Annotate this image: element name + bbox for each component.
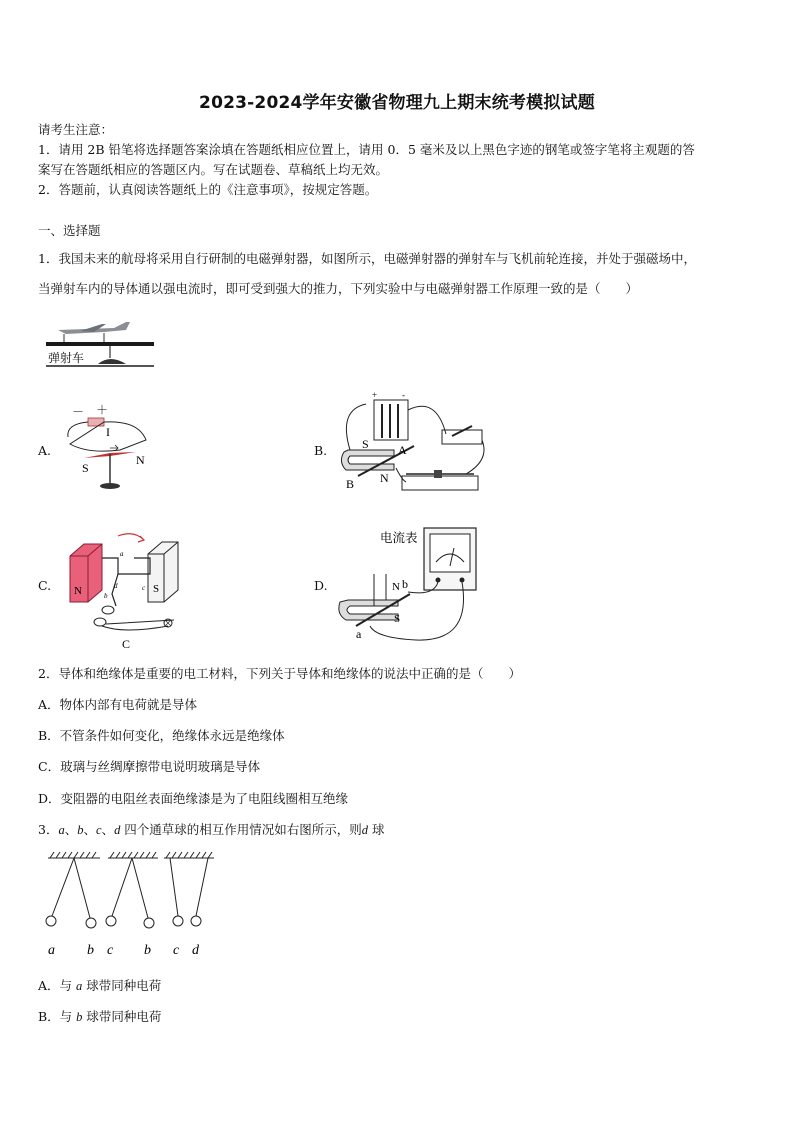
fig-c-c-label: C — [122, 637, 131, 651]
fig-c-b-label: b — [104, 592, 108, 600]
pith-ball-c — [106, 916, 116, 926]
fig-b-north-label: N — [380, 471, 389, 485]
q2-option-b: B．不管条件如何变化，绝缘体永远是绝缘体 — [38, 728, 285, 743]
pith-ball-c-2 — [173, 916, 183, 926]
fig-a-current-label: I — [106, 425, 110, 439]
q2-option-c: C．玻璃与丝绸摩擦带电说明玻璃是导体 — [38, 759, 261, 774]
q3-option-a — [38, 977, 161, 995]
induction-figure — [336, 522, 496, 648]
q2-option-d: D．变阻器的电阻丝表面绝缘漆是为了电阻线圈相互绝缘 — [38, 791, 349, 806]
motor-principle-figure — [336, 390, 496, 502]
fig-d-north-label: N — [392, 581, 400, 593]
q3-sep-3: 、 — [101, 822, 115, 837]
q2-option-a: A．物体内部有电荷就是导体 — [38, 697, 198, 712]
q3-option-b-var: b — [76, 1010, 83, 1024]
oersted-experiment-figure — [58, 402, 168, 494]
generator-figure — [64, 528, 194, 652]
q1-stem-line-2: 当弹射车内的导体通以强电流时，即可受到强大的推力，下列实验中与电磁弹射器工作原理一致的是（ ） — [38, 281, 639, 296]
pith-ball-d — [191, 916, 201, 926]
ammeter-label: 电流表 — [380, 530, 418, 545]
fig-b-plus-label: + — [372, 390, 378, 400]
pith-ball-b — [86, 918, 96, 928]
fig-c-c-small-label: c — [142, 584, 146, 592]
ball-label-c-2: c — [173, 943, 180, 958]
q2-stem: 2．导体和绝缘体是重要的电工材料，下列关于导体和绝缘体的说法中正确的是（ ） — [38, 666, 521, 681]
fig-a-plus-label: ＋ — [96, 403, 109, 417]
ceiling-supports — [48, 852, 214, 858]
fig-a-minus-label: － — [72, 405, 85, 419]
notice-item-2: 2．答题前，认真阅读答题纸上的《注意事项》，按规定答题。 — [38, 182, 378, 197]
q3-stem-var-d: d — [361, 823, 369, 837]
coil-icon — [102, 558, 150, 574]
page-title: 2023-2024学年安徽省物理九上期末统考模拟试题 — [199, 93, 595, 113]
notice-heading: 请考生注意： — [38, 122, 114, 137]
pith-ball-a — [46, 916, 56, 926]
notice-item-1-line-1: 1．请用 2B 铅笔将选择题答案涂填在答题纸相应位置上，请用 0．5 毫米及以上黑色字迹的钢笔或签字笔将主观题的答 — [38, 142, 695, 157]
ball-label-b: b — [87, 943, 94, 958]
q1-option-b: B. — [314, 443, 328, 458]
ball-label-a: a — [48, 943, 55, 958]
fig-d-b-label: b — [402, 577, 408, 591]
q3-option-a-prefix: A．与 — [38, 978, 77, 993]
horseshoe-magnet-icon — [339, 600, 398, 620]
fig-d-south-label: S — [394, 613, 401, 625]
q3-option-b-prefix: B．与 — [38, 1009, 77, 1024]
q3-number: 3． — [38, 822, 59, 837]
fig-a-north-label: N — [136, 453, 145, 467]
ball-label-b-2: b — [144, 943, 151, 958]
rheostat-icon — [402, 476, 478, 490]
q1-option-d: D. — [314, 578, 328, 593]
q3-stem-end: 球 — [368, 822, 385, 837]
catapult-cart-label: 弹射车 — [48, 351, 85, 365]
fig-c-south-label: S — [153, 583, 160, 595]
q3-option-a-text: 球带同种电荷 — [82, 978, 162, 993]
section-heading: 一、选择题 — [38, 223, 101, 238]
q3-sep-1: 、 — [64, 822, 78, 837]
pith-ball-b-2 — [144, 918, 154, 928]
q3-var-d: d — [114, 823, 121, 837]
q3-var-b: b — [77, 823, 84, 837]
battery-icon — [88, 418, 104, 426]
q3-option-b-text: 球带同种电荷 — [82, 1009, 162, 1024]
q3-option-b — [38, 1008, 161, 1026]
notice-item-1-line-2: 案写在答题纸相应的答题区内。写在试题卷、草稿纸上均无效。 — [38, 162, 389, 177]
fig-c-a-label: a — [120, 550, 124, 558]
fig-a-south-label: S — [82, 461, 89, 475]
fig-b-south-label: S — [362, 437, 369, 451]
q3-sep-2: 、 — [83, 822, 96, 837]
fig-b-b-label: B — [346, 477, 355, 491]
fig-c-d-label: d — [114, 582, 118, 590]
pith-balls-figure — [40, 850, 220, 962]
q3-var-a: a — [58, 823, 65, 837]
q3-option-a-var: a — [76, 979, 83, 993]
fig-c-north-label: N — [74, 585, 82, 597]
ball-label-d: d — [192, 943, 199, 958]
fig-d-a-label: a — [356, 627, 362, 641]
ball-label-c: c — [107, 943, 114, 958]
fig-b-a-label: A — [398, 443, 407, 457]
q3-stem-text: 四个通草球的相互作用情况如右图所示，则 — [120, 822, 362, 837]
q1-stem-line-1: 1．我国未来的航母将采用自行研制的电磁弹射器，如图所示，电磁弹射器的弹射车与飞机前轮连接，并处于强磁场中， — [38, 251, 696, 266]
fig-b-minus-label: - — [402, 390, 405, 400]
q3-var-c: c — [95, 823, 102, 837]
q3-stem — [38, 821, 385, 839]
q1-option-a: A. — [38, 443, 52, 458]
catapult-cart-icon — [98, 359, 126, 364]
catapult-figure — [44, 318, 156, 372]
q1-option-c: C. — [38, 578, 52, 593]
